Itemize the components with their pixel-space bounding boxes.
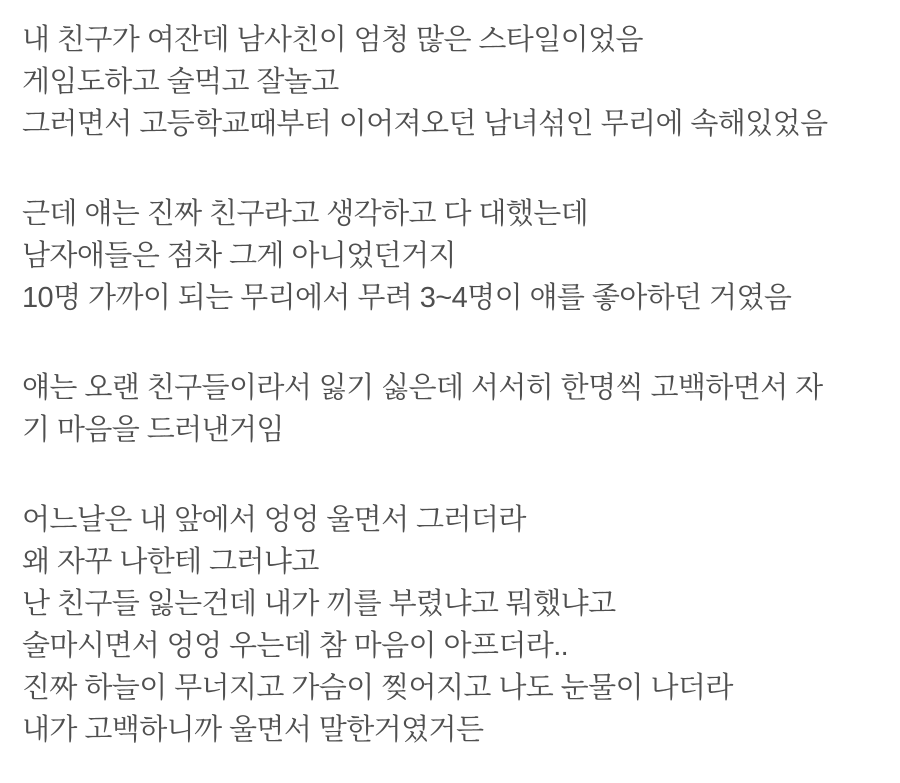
text-line: 남자애들은 점차 그게 아니었던거지 (22, 240, 456, 272)
text-line: 게임도하고 술먹고 잘놀고 (22, 66, 339, 98)
text-line: 근데 얘는 진짜 친구라고 생각하고 다 대했는데 (22, 198, 589, 230)
text-line: 10명 가까이 되는 무리에서 무려 3~4명이 얘를 좋아하던 거였음 (22, 282, 792, 314)
text-line: 기 마음을 드러낸거임 (22, 414, 284, 446)
text-line: 진짜 하늘이 무너지고 가슴이 찢어지고 나도 눈물이 나더라 (22, 672, 733, 704)
text-line: 술마시면서 엉엉 우는데 참 마음이 아프더라.. (22, 630, 569, 662)
paragraph (22, 19, 890, 145)
text-line: 내 친구가 여잔데 남사친이 엄청 많은 스타일이었음 (22, 24, 643, 56)
paragraph (22, 193, 890, 319)
text-line: 그러면서 고등학교때부터 이어져오던 남녀섞인 무리에 속해있었음 (22, 108, 828, 140)
text-line: 왜 자꾸 나한테 그러냐고 (22, 546, 319, 578)
text-line: 내가 고백하니까 울면서 말한거였거든 (22, 714, 484, 746)
text-line: 얘는 오랜 친구들이라서 잃기 싫은데 서서히 한명씩 고백하면서 자 (22, 372, 823, 404)
paragraph (22, 499, 890, 751)
text-line: 어느날은 내 앞에서 엉엉 울면서 그러더라 (22, 504, 526, 536)
paragraph (22, 367, 890, 451)
text-line: 난 친구들 잃는건데 내가 끼를 부렸냐고 뭐했냐고 (22, 588, 616, 620)
